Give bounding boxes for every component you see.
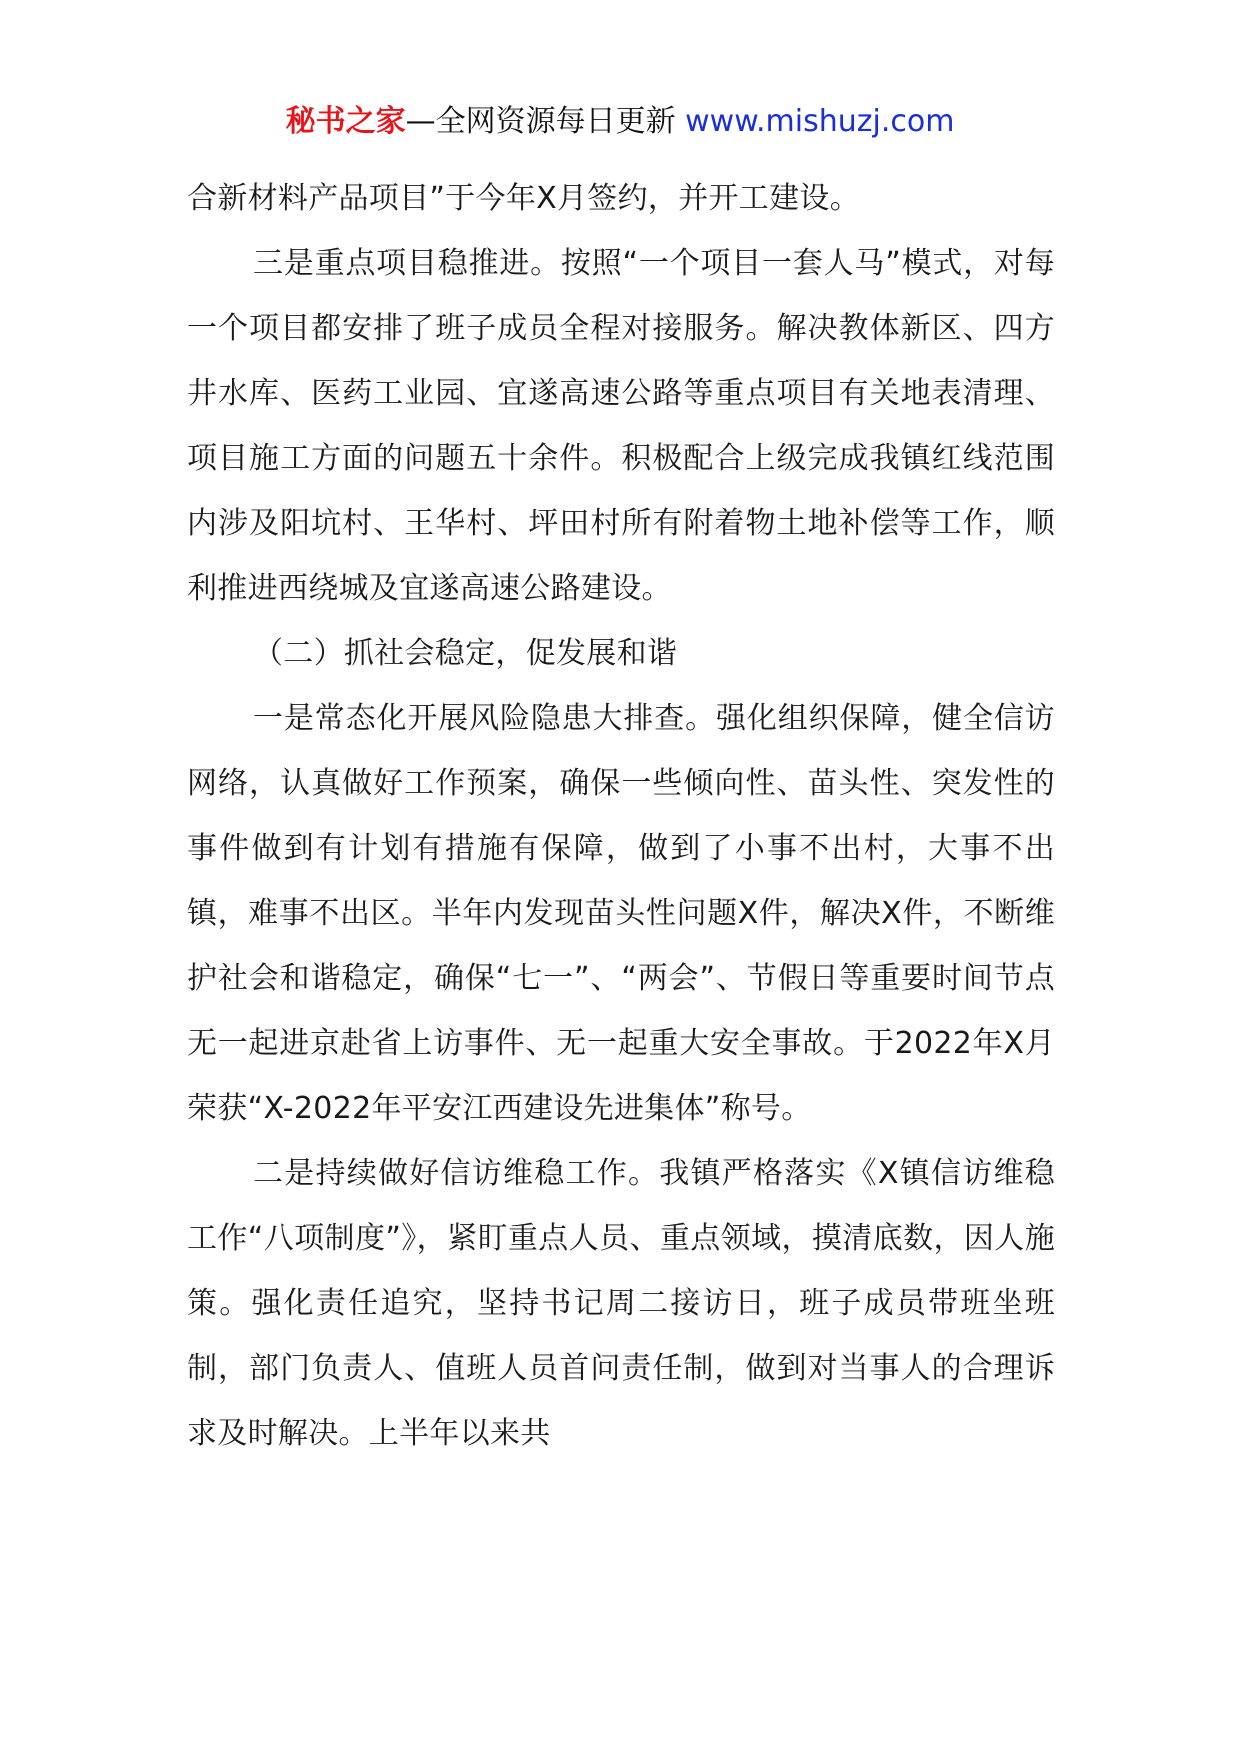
website-link[interactable]: www.mishuzj.com	[685, 104, 955, 139]
paragraph-continuation: 合新材料产品项目”于今年X月签约，并开工建设。	[187, 181, 860, 216]
header-tagline: —全网资源每日更新	[405, 104, 676, 139]
paragraph-petition-stability: 二是持续做好信访维稳工作。我镇严格落实《X镇信访维稳工作“八项制度”》，紧盯重点人员、重点领域，摸清底数，因人施策。强化责任追究，坚持书记周二接访日，班子成员带班坐班制，部门负责人、值班人员首问责任制，做到对当事人的合理诉求及时解决。上半年以来共	[187, 1156, 1055, 1451]
page-header	[0, 98, 1240, 146]
section-heading-social-stability: （二）抓社会稳定，促发展和谐	[253, 636, 678, 671]
paragraph-key-projects: 三是重点项目稳推进。按照“一个项目一套人马”模式，对每一个项目都安排了班子成员全程对接服务。解决教体新区、四方井水库、医药工业园、宜遂高速公路等重点项目有关地表清理、项目施工方面的问题五十余件。积极配合上级完成我镇红线范围内涉及阳坑村、王华村、坪田村所有附着物土地补偿等工作，顺利推进西绕城及宜遂高速公路建设。	[187, 246, 1055, 606]
paragraph-risk-screening: 一是常态化开展风险隐患大排查。强化组织保障，健全信访网络，认真做好工作预案，确保一些倾向性、苗头性、突发性的事件做到有计划有措施有保障，做到了小事不出村，大事不出镇，难事不出区。半年内发现苗头性问题X件，解决X件，不断维护社会和谐稳定，确保“七一”、“两会”、节假日等重要时间节点无一起进京赴省上访事件、无一起重大安全事故。于2022年X月荣获“X-2022年平安江西建设先进集体”称号。	[187, 701, 1055, 1126]
brand-name: 秘书之家	[285, 104, 406, 139]
document-body	[187, 166, 1055, 1466]
